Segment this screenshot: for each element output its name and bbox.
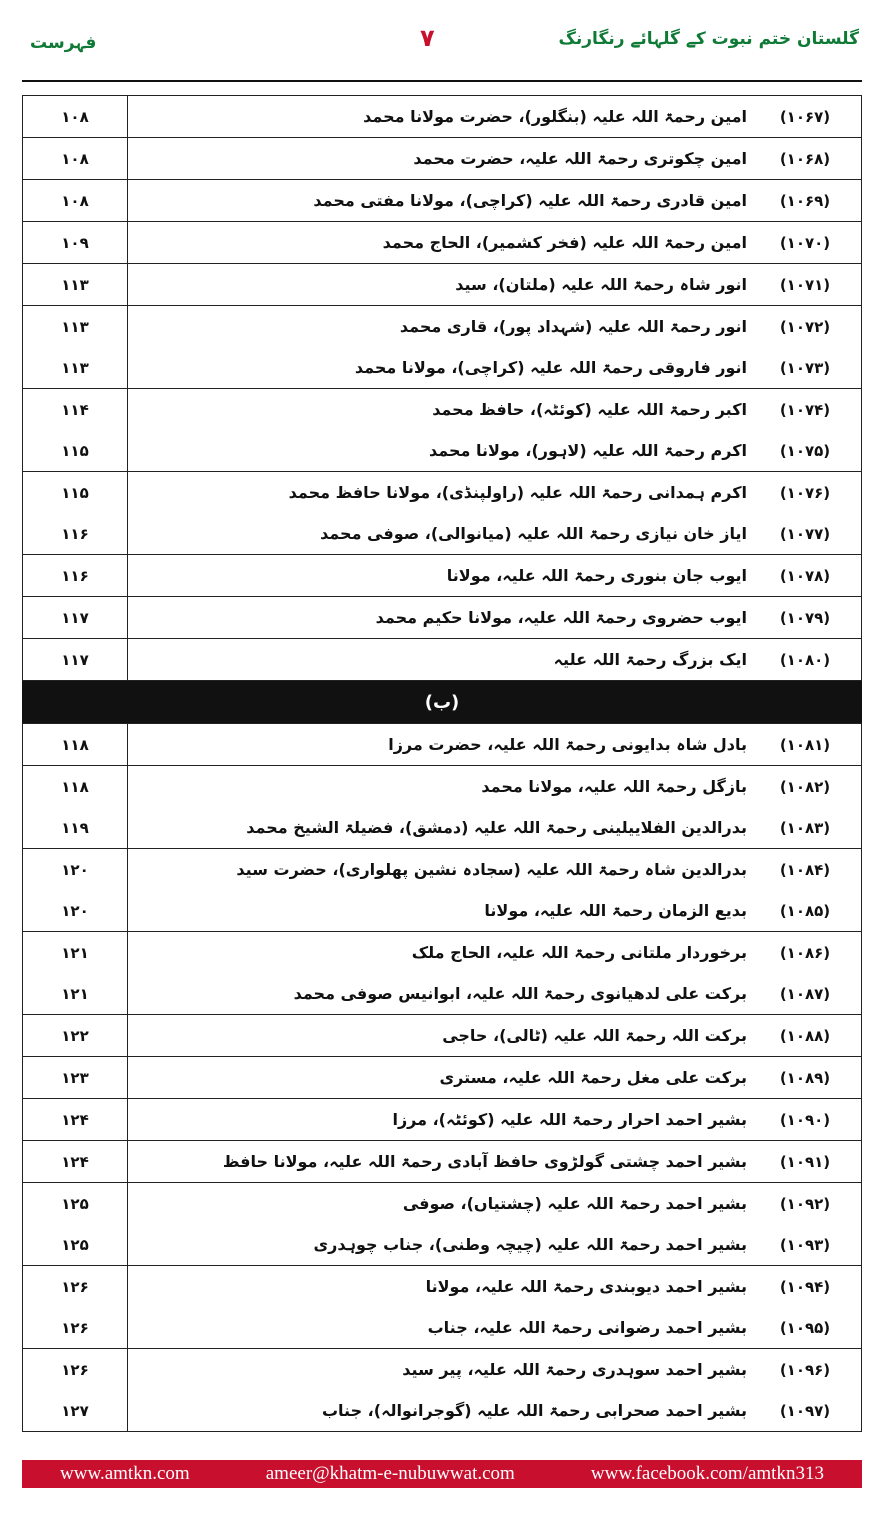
entry-number: (۱۰۷۹) xyxy=(779,608,831,627)
list-item[interactable] xyxy=(128,973,861,1014)
page-column xyxy=(23,1099,128,1140)
entry-number: (۱۰۷۱) xyxy=(779,275,831,294)
page-column xyxy=(23,96,128,137)
entry-page-number: ۱۲۲ xyxy=(61,1026,89,1045)
entry-column xyxy=(128,1141,861,1182)
entry-page-number: ۱۱۳ xyxy=(61,358,89,377)
entry-group xyxy=(22,1056,862,1098)
list-item[interactable] xyxy=(128,890,861,931)
entry-title: بشیر احمد رحمۃ اللہ علیہ (چیچہ وطنی)، جناب چوہدری xyxy=(313,1235,747,1254)
page-column xyxy=(23,180,128,221)
list-item[interactable] xyxy=(128,347,861,388)
entry-page-number: ۱۱۶ xyxy=(61,566,89,585)
page-column xyxy=(23,264,128,305)
entry-title: اکبر رحمۃ اللہ علیہ (کوئٹہ)، حافظ محمد xyxy=(432,400,747,419)
entry-title: ایاز خان نیازی رحمۃ اللہ علیہ (میانوالی)، صوفی محمد xyxy=(320,524,747,543)
entry-title: بدیع الزمان رحمۃ اللہ علیہ، مولانا xyxy=(484,901,747,920)
page-column xyxy=(23,1057,128,1098)
entry-group xyxy=(22,471,862,554)
list-item[interactable] xyxy=(128,472,861,513)
entry-column xyxy=(128,1266,861,1348)
entry-title: برکت علی لدھیانوی رحمۃ اللہ علیہ، ابوانیس صوفی محمد xyxy=(293,984,747,1003)
list-item[interactable] xyxy=(128,766,861,807)
entry-column xyxy=(128,180,861,221)
entry-title: انور فاروقی رحمۃ اللہ علیہ (کراچی)، مولانا محمد xyxy=(354,358,747,377)
entry-title: اکرم رحمۃ اللہ علیہ (لاہور)، مولانا محمد xyxy=(428,441,747,460)
entry-group xyxy=(22,305,862,388)
entry-number: (۱۰۶۹) xyxy=(779,191,831,210)
entry-column xyxy=(128,472,861,554)
entry-page-number: ۱۱۶ xyxy=(61,524,89,543)
entry-number: (۱۰۸۸) xyxy=(779,1026,831,1045)
entry-page-number: ۱۱۴ xyxy=(61,400,89,419)
entry-page-number: ۱۲۰ xyxy=(61,901,89,920)
entry-title: بدرالدین شاہ رحمۃ اللہ علیہ (سجادہ نشین پھلواری)، حضرت سید xyxy=(236,860,747,879)
entry-title: اکرم ہمدانی رحمۃ اللہ علیہ (راولپنڈی)، مولانا حافظ محمد xyxy=(288,483,747,502)
entry-title: انور رحمۃ اللہ علیہ (شہداد پور)، قاری محمد xyxy=(399,317,747,336)
entry-group xyxy=(22,1014,862,1056)
list-item[interactable] xyxy=(128,306,861,347)
list-item[interactable] xyxy=(128,1183,861,1224)
entry-number: (۱۰۸۳) xyxy=(779,818,831,837)
entry-page-number: ۱۲۱ xyxy=(61,984,89,1003)
entry-column xyxy=(128,597,861,638)
table-top-section xyxy=(22,95,862,681)
list-item[interactable] xyxy=(128,389,861,430)
entry-column xyxy=(128,1099,861,1140)
section-label: فہرست xyxy=(30,33,97,53)
entry-page-number: ۱۱۷ xyxy=(61,650,89,669)
list-item[interactable] xyxy=(128,555,861,596)
footer-website-link[interactable]: www.amtkn.com xyxy=(60,1463,190,1484)
entry-title: ایوب حضروی رحمۃ اللہ علیہ، مولانا حکیم محمد xyxy=(375,608,747,627)
entry-title: ایک بزرگ رحمۃ اللہ علیہ xyxy=(553,650,747,669)
entry-page-number: ۱۰۸ xyxy=(61,191,89,210)
entry-number: (۱۰۸۱) xyxy=(779,735,831,754)
entry-number: (۱۰۹۰) xyxy=(779,1110,831,1129)
list-item[interactable] xyxy=(128,1099,861,1140)
entry-group xyxy=(22,723,862,765)
entry-group xyxy=(22,765,862,848)
entry-page-number: ۱۲۱ xyxy=(61,943,89,962)
page-footer xyxy=(22,1460,862,1488)
entry-group xyxy=(22,137,862,179)
entry-number: (۱۰۷۲) xyxy=(779,317,831,336)
entry-title: بشیر احمد چشتی گولڑوی حافظ آبادی رحمۃ اللہ علیہ، مولانا حافظ xyxy=(222,1152,747,1171)
entry-title: بازگل رحمۃ اللہ علیہ، مولانا محمد xyxy=(481,777,747,796)
entry-number: (۱۰۷۳) xyxy=(779,358,831,377)
entry-page-number: ۱۲۰ xyxy=(61,860,89,879)
entry-column xyxy=(128,264,861,305)
entry-page-number: ۱۲۷ xyxy=(61,1401,89,1420)
list-item[interactable] xyxy=(128,1266,861,1307)
list-item[interactable] xyxy=(128,180,861,221)
entry-group xyxy=(22,263,862,305)
list-item[interactable] xyxy=(128,1390,861,1431)
entry-title: ایوب جان بنوری رحمۃ اللہ علیہ، مولانا xyxy=(446,566,747,585)
book-title: گلستان ختم نبوت کے گلہائے رنگارنگ xyxy=(558,29,859,49)
entry-column xyxy=(128,639,861,680)
entry-group xyxy=(22,931,862,1014)
page-column xyxy=(23,306,128,388)
page-column xyxy=(23,1141,128,1182)
entry-number: (۱۰۷۴) xyxy=(779,400,831,419)
entry-group xyxy=(22,638,862,681)
entry-title: بشیر احمد رضوانی رحمۃ اللہ علیہ، جناب xyxy=(427,1318,747,1337)
entry-page-number: ۱۱۷ xyxy=(61,608,89,627)
entry-page-number: ۱۱۳ xyxy=(61,317,89,336)
entry-column xyxy=(128,849,861,931)
entry-number: (۱۰۸۲) xyxy=(779,777,831,796)
list-item[interactable] xyxy=(128,597,861,638)
entry-title: بادل شاہ بدایونی رحمۃ اللہ علیہ، حضرت مرزا xyxy=(388,735,747,754)
entry-group xyxy=(22,388,862,471)
entry-page-number: ۱۱۵ xyxy=(61,441,89,460)
entry-number: (۱۰۷۶) xyxy=(779,483,831,502)
entry-column xyxy=(128,1183,861,1265)
entry-column xyxy=(128,222,861,263)
list-item[interactable] xyxy=(128,1224,861,1265)
page-column xyxy=(23,1183,128,1265)
list-item[interactable] xyxy=(128,724,861,765)
entry-number: (۱۰۸۶) xyxy=(779,943,831,962)
footer-facebook-link[interactable]: www.facebook.com/amtkn313 xyxy=(590,1463,824,1484)
entry-page-number: ۱۱۹ xyxy=(61,818,89,837)
entry-title: برکت علی مغل رحمۃ اللہ علیہ، مستری xyxy=(439,1068,747,1087)
entry-page-number: ۱۲۵ xyxy=(61,1235,89,1254)
page-column xyxy=(23,724,128,765)
entry-column xyxy=(128,1015,861,1056)
page-number: ۷ xyxy=(420,24,435,52)
entry-number: (۱۰۷۰) xyxy=(779,233,831,252)
page-column xyxy=(23,597,128,638)
entry-number: (۱۰۹۵) xyxy=(779,1318,831,1337)
entry-number: (۱۰۹۲) xyxy=(779,1194,831,1213)
entry-title: بدرالدین الفلاییلینی رحمۃ اللہ علیہ (دمشق)، فضیلۃ الشیخ محمد xyxy=(246,818,747,837)
entry-number: (۱۰۸۵) xyxy=(779,901,831,920)
entry-column xyxy=(128,306,861,388)
entry-title: بشیر احمد صحرابی رحمۃ اللہ علیہ (گوجرانوالہ)، جناب xyxy=(321,1401,747,1420)
entry-title: امین رحمۃ اللہ علیہ (فخر کشمیر)، الحاج محمد xyxy=(382,233,747,252)
entry-group xyxy=(22,221,862,263)
list-item[interactable] xyxy=(128,1141,861,1182)
entry-page-number: ۱۱۳ xyxy=(61,275,89,294)
page-column xyxy=(23,138,128,179)
entry-page-number: ۱۲۴ xyxy=(61,1152,89,1171)
entry-title: امین چکوتری رحمۃ اللہ علیہ، حضرت محمد xyxy=(413,149,747,168)
entry-number: (۱۰۷۷) xyxy=(779,524,831,543)
entry-number: (۱۰۸۴) xyxy=(779,860,831,879)
page-column xyxy=(23,1015,128,1056)
entry-number: (۱۰۷۸) xyxy=(779,566,831,585)
page-header xyxy=(0,0,881,86)
entry-number: (۱۰۶۷) xyxy=(779,107,831,126)
entry-number: (۱۰۹۶) xyxy=(779,1360,831,1379)
entry-title: امین قادری رحمۃ اللہ علیہ (کراچی)، مولانا مفتی محمد xyxy=(313,191,747,210)
footer-email-link[interactable]: ameer@khatm-e-nubuwwat.com xyxy=(265,1463,515,1484)
list-item[interactable] xyxy=(128,264,861,305)
list-item[interactable] xyxy=(128,807,861,848)
entry-page-number: ۱۲۶ xyxy=(61,1360,89,1379)
entry-title: امین رحمۃ اللہ علیہ (بنگلور)، حضرت مولانا محمد xyxy=(363,107,747,126)
entry-column xyxy=(128,138,861,179)
entry-column xyxy=(128,724,861,765)
entry-title: بشیر احمد سوہدری رحمۃ اللہ علیہ، پیر سید xyxy=(402,1360,747,1379)
entry-group xyxy=(22,1140,862,1182)
list-item[interactable] xyxy=(128,513,861,554)
list-item[interactable] xyxy=(128,1015,861,1056)
entry-group xyxy=(22,848,862,931)
list-item[interactable] xyxy=(128,96,861,137)
entry-column xyxy=(128,1349,861,1431)
entry-number: (۱۰۸۰) xyxy=(779,650,831,669)
list-item[interactable] xyxy=(128,222,861,263)
list-item[interactable] xyxy=(128,1057,861,1098)
entry-number: (۱۰۸۹) xyxy=(779,1068,831,1087)
entry-group xyxy=(22,554,862,596)
entry-title: برکت اللہ رحمۃ اللہ علیہ (ٹالی)، حاجی xyxy=(442,1026,747,1045)
page-column xyxy=(23,389,128,471)
entry-group xyxy=(22,179,862,221)
entry-group xyxy=(22,95,862,137)
page-column xyxy=(23,472,128,554)
list-item[interactable] xyxy=(128,932,861,973)
table-bottom-section xyxy=(22,723,862,1432)
entry-title: انور شاہ رحمۃ اللہ علیہ (ملتان)، سید xyxy=(455,275,747,294)
index-table xyxy=(22,95,862,1432)
list-item[interactable] xyxy=(128,430,861,471)
entry-page-number: ۱۰۸ xyxy=(61,107,89,126)
page-column xyxy=(23,1349,128,1431)
entry-column xyxy=(128,96,861,137)
entry-page-number: ۱۱۸ xyxy=(61,735,89,754)
entry-number: (۱۰۹۱) xyxy=(779,1152,831,1171)
entry-page-number: ۱۱۸ xyxy=(61,777,89,796)
list-item[interactable] xyxy=(128,138,861,179)
entry-page-number: ۱۰۹ xyxy=(61,233,89,252)
entry-column xyxy=(128,932,861,1014)
entry-group xyxy=(22,1348,862,1432)
list-item[interactable] xyxy=(128,1349,861,1390)
entry-page-number: ۱۲۳ xyxy=(61,1068,89,1087)
page-column xyxy=(23,932,128,1014)
entry-title: بشیر احمد رحمۃ اللہ علیہ (چشتیاں)، صوفی xyxy=(402,1194,747,1213)
list-item[interactable] xyxy=(128,639,861,680)
entry-page-number: ۱۱۵ xyxy=(61,483,89,502)
entry-column xyxy=(128,555,861,596)
entry-page-number: ۱۲۶ xyxy=(61,1318,89,1337)
entry-column xyxy=(128,389,861,471)
entry-page-number: ۱۲۴ xyxy=(61,1110,89,1129)
entry-title: بشیر احمد دیوبندی رحمۃ اللہ علیہ، مولانا xyxy=(425,1277,747,1296)
entry-group xyxy=(22,1098,862,1140)
entry-page-number: ۱۰۸ xyxy=(61,149,89,168)
entry-group xyxy=(22,1265,862,1348)
section-bar-bay: (ب) xyxy=(22,681,862,723)
list-item[interactable] xyxy=(128,849,861,890)
entry-number: (۱۰۹۷) xyxy=(779,1401,831,1420)
entry-title: برخوردار ملتانی رحمۃ اللہ علیہ، الحاج ملک xyxy=(411,943,747,962)
entry-page-number: ۱۲۶ xyxy=(61,1277,89,1296)
page-column xyxy=(23,639,128,680)
page-column xyxy=(23,555,128,596)
entry-page-number: ۱۲۵ xyxy=(61,1194,89,1213)
page-column xyxy=(23,766,128,848)
page-column xyxy=(23,222,128,263)
entry-group xyxy=(22,1182,862,1265)
entry-title: بشیر احمد احرار رحمۃ اللہ علیہ (کوئٹہ)، مرزا xyxy=(392,1110,747,1129)
entry-group xyxy=(22,596,862,638)
entry-number: (۱۰۶۸) xyxy=(779,149,831,168)
entry-number: (۱۰۹۴) xyxy=(779,1277,831,1296)
entry-number: (۱۰۹۳) xyxy=(779,1235,831,1254)
header-divider xyxy=(22,80,862,82)
page-column xyxy=(23,849,128,931)
entry-number: (۱۰۷۵) xyxy=(779,441,831,460)
entry-column xyxy=(128,766,861,848)
page-column xyxy=(23,1266,128,1348)
entry-number: (۱۰۸۷) xyxy=(779,984,831,1003)
list-item[interactable] xyxy=(128,1307,861,1348)
entry-column xyxy=(128,1057,861,1098)
